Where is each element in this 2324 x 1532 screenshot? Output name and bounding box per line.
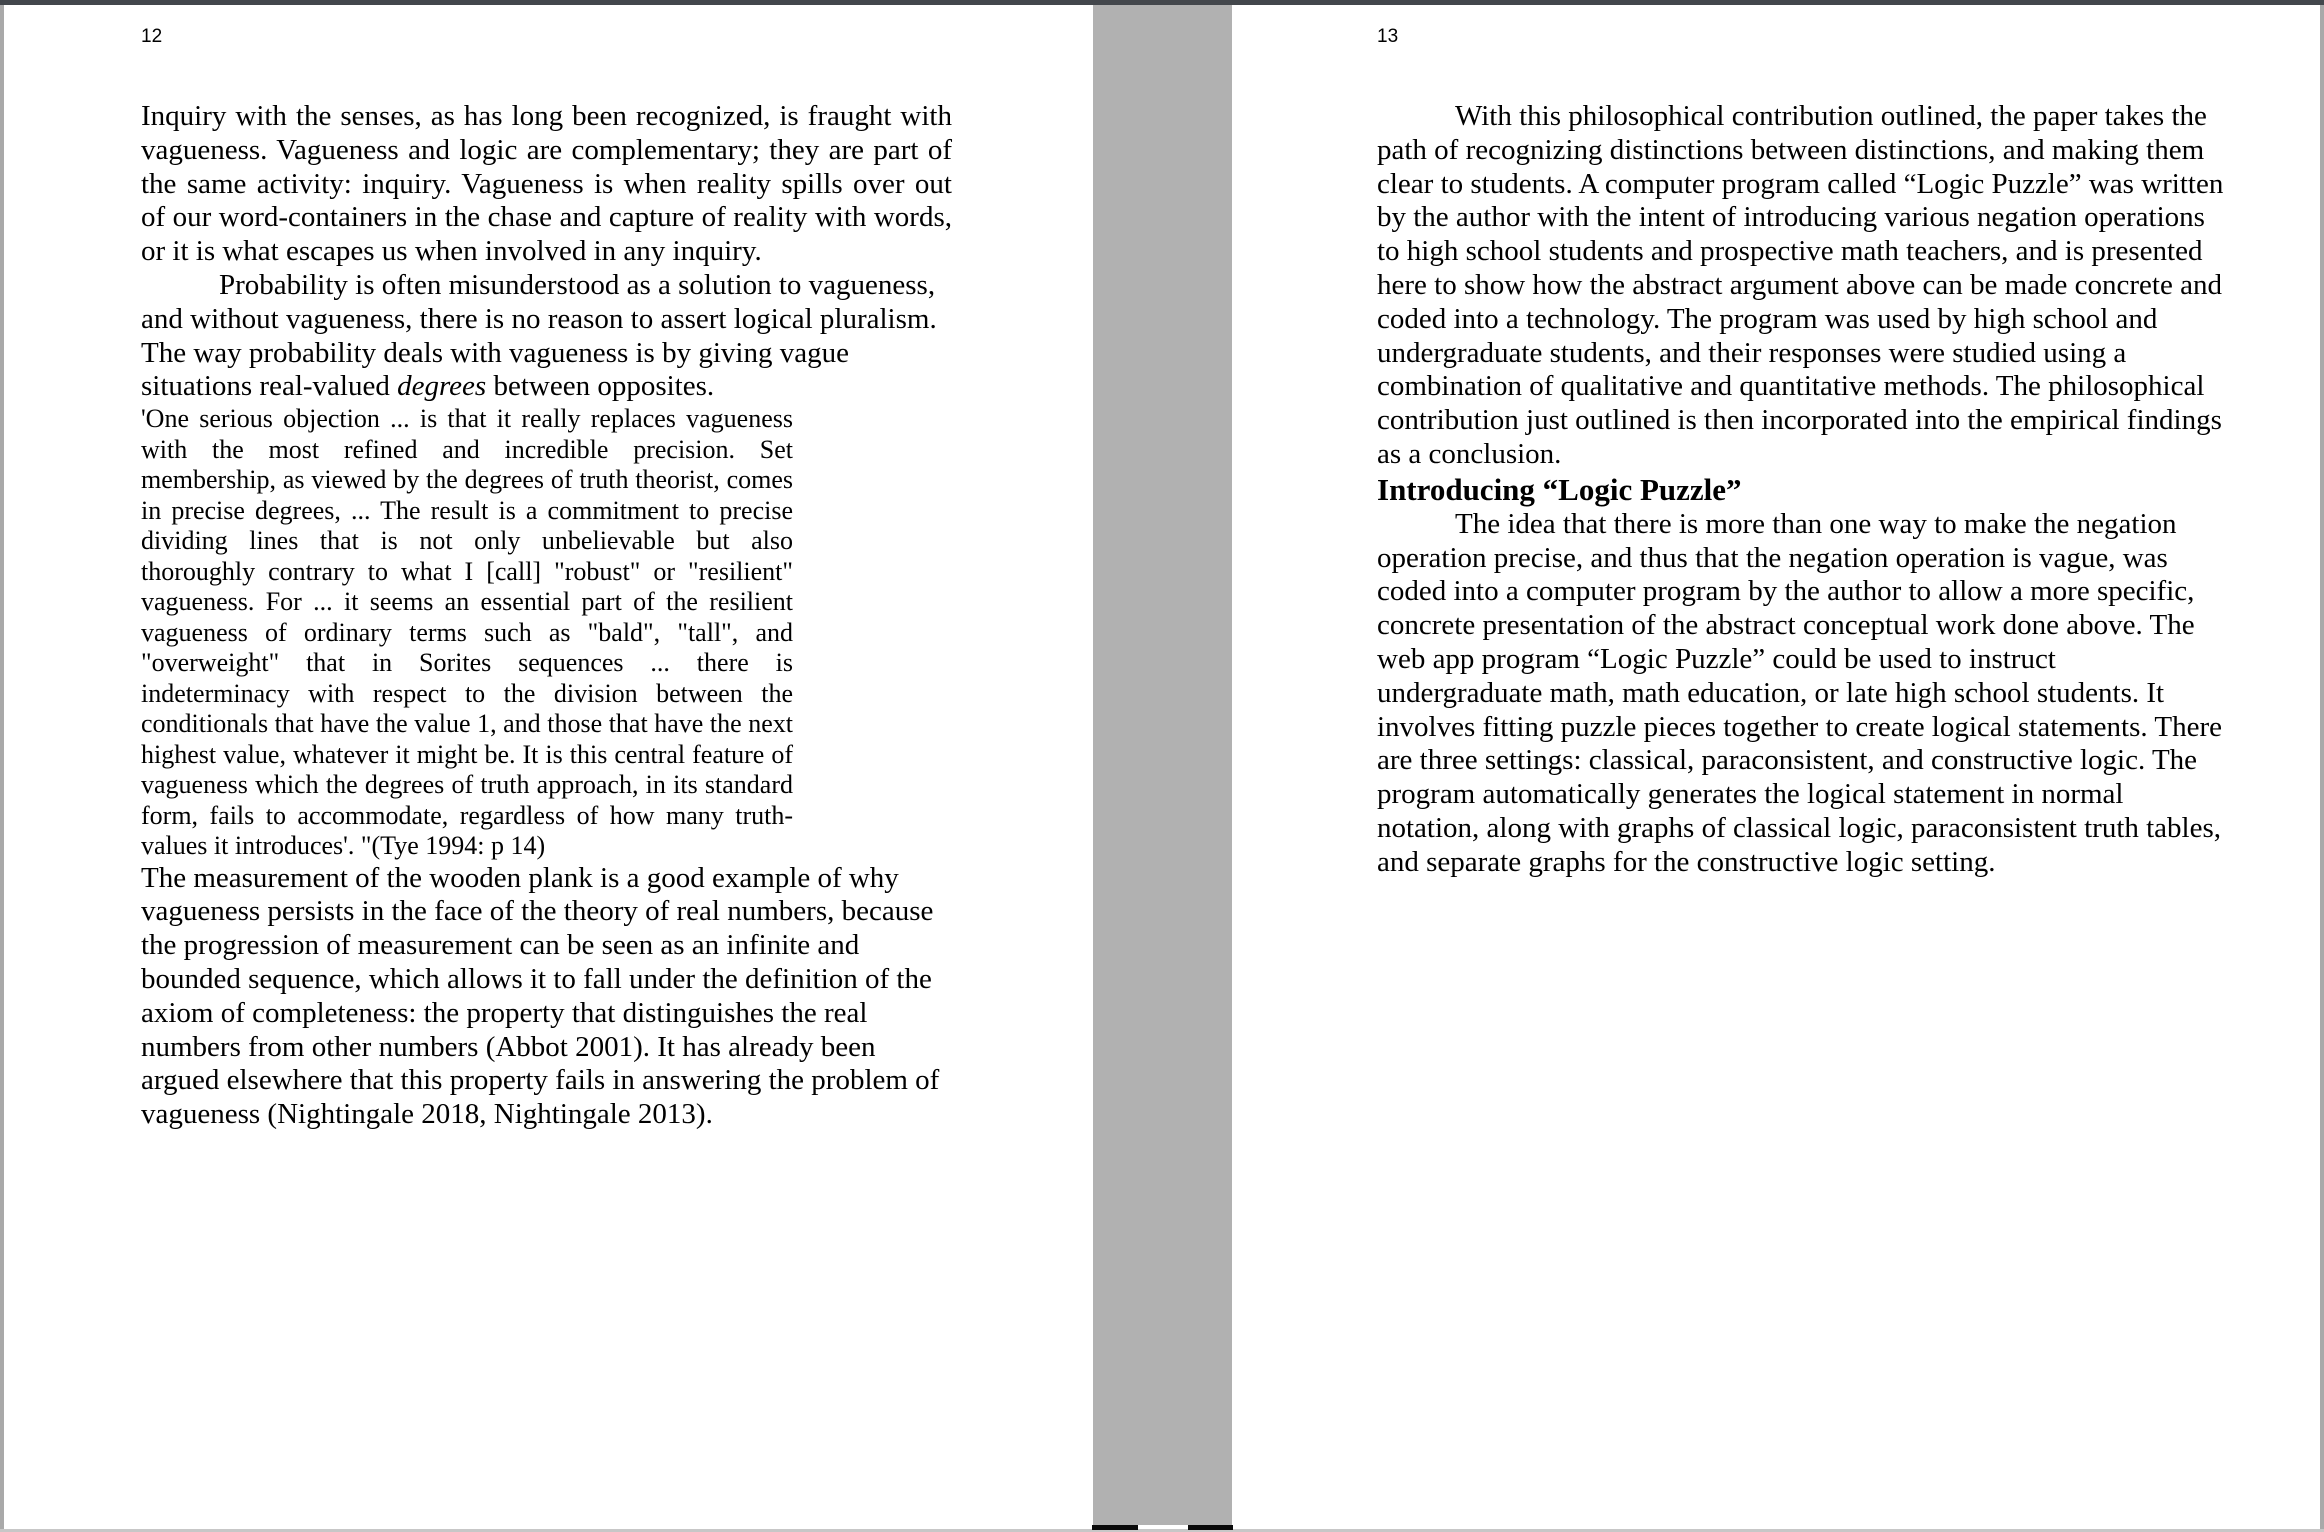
left-page-bottom-border (1092, 1525, 1138, 1530)
right-page-bottom-border (1188, 1525, 1233, 1530)
window-left-edge (0, 5, 4, 1532)
italic-degrees: degrees (397, 370, 487, 403)
block-quote-tye: 'One serious objection ... is that it really replaces vagueness with the most refined and incredible precision. Set membership, as viewed by the degrees of truth theorist, comes in precise degrees, ... The result is a commitment to precise dividing lines that is not only unbelievable but also thoroughly contrary to what I [call] "robust" or "resilient" vagueness. For ... it seems an essential part of the resilient vagueness of ordinary terms such as "bald", "tall", and "overweight" that in Sorites sequences ... there is indeterminacy with respect to the division between the conditionals that have the value 1, and those that have the next highest value, whatever it might be. It is this central feature of vagueness which the degrees of truth approach, in its standard form, fails to accommodate, regardless of how many truth-values it introduces'. "(Tye 1994: p 14) (141, 404, 793, 861)
left-page-text-column (141, 100, 952, 1132)
paragraph-inquiry-senses: Inquiry with the senses, as has long been recognized, is fraught with vagueness. Vagueness and logic are complementary; they are part of the same activity: inquiry. Vagueness is when reality spills over out of our word-containers in the chase and capture of reality with words, or it is what escapes us when involved in any inquiry. (141, 100, 952, 268)
paragraph-probability-tail: between opposites. (486, 370, 715, 403)
paragraph-probability-text: Probability is often misunderstood as a solution to vagueness, and without vagueness, there is no reason to assert logical pluralism. The way probability deals with vagueness is by giving vague situations real-valued (141, 268, 937, 403)
paragraph-probability (141, 269, 952, 404)
section-heading-introducing-logic-puzzle: Introducing “Logic Puzzle” (1377, 471, 1742, 507)
paragraph-logic-puzzle-description: The idea that there is more than one way to make the negation operation precise, and thus that the negation operation is vague, was coded into a computer program by the author to allow a more specific, concrete presentation of the abstract conceptual work done above. The web app program “Logic Puzzle” could be used to instruct undergraduate math, math education, or late high school students. It involves fitting puzzle pieces together to create logical statements. There are three settings: classical, paraconsistent, and constructive logic. The program automatically generates the logical statement in normal notation, along with graphs of classical logic, paraconsistent truth tables, and separate graphs for the constructive logic setting. (1377, 507, 2222, 878)
page-gutter (1093, 5, 1232, 1525)
window-right-edge (2320, 5, 2324, 1532)
page-number-left: 12 (141, 26, 163, 47)
page-number-right: 13 (1377, 26, 1399, 47)
paragraph-wooden-plank: The measurement of the wooden plank is a good example of why vagueness persists in the face of the theory of real numbers, because the progression of measurement can be seen as an infinite and bounded sequence, which allows it to fall under the definition of the axiom of completeness: the property that distinguishes the real numbers from other numbers (Abbot 2001). It has already been argued elsewhere that this property fails in answering the problem of vagueness (Nightingale 2018, Nightingale 2013). (141, 861, 940, 1131)
paragraph-philosophical-contribution: With this philosophical contribution outlined, the paper takes the path of recognizing distinctions between distinctions, and making them clear to students. A computer program called “Logic Puzzle” was written by the author with the intent of introducing various negation operations to high school students and prospective math teachers, and is presented here to show how the abstract argument above can be made concrete and coded into a technology. The program was used by high school and undergraduate students, and their responses were studied using a combination of qualitative and quantitative methods. The philosophical contribution just outlined is then incorporated into the empirical findings as a conclusion. (1377, 100, 2224, 470)
right-page-text-column (1377, 100, 2225, 880)
